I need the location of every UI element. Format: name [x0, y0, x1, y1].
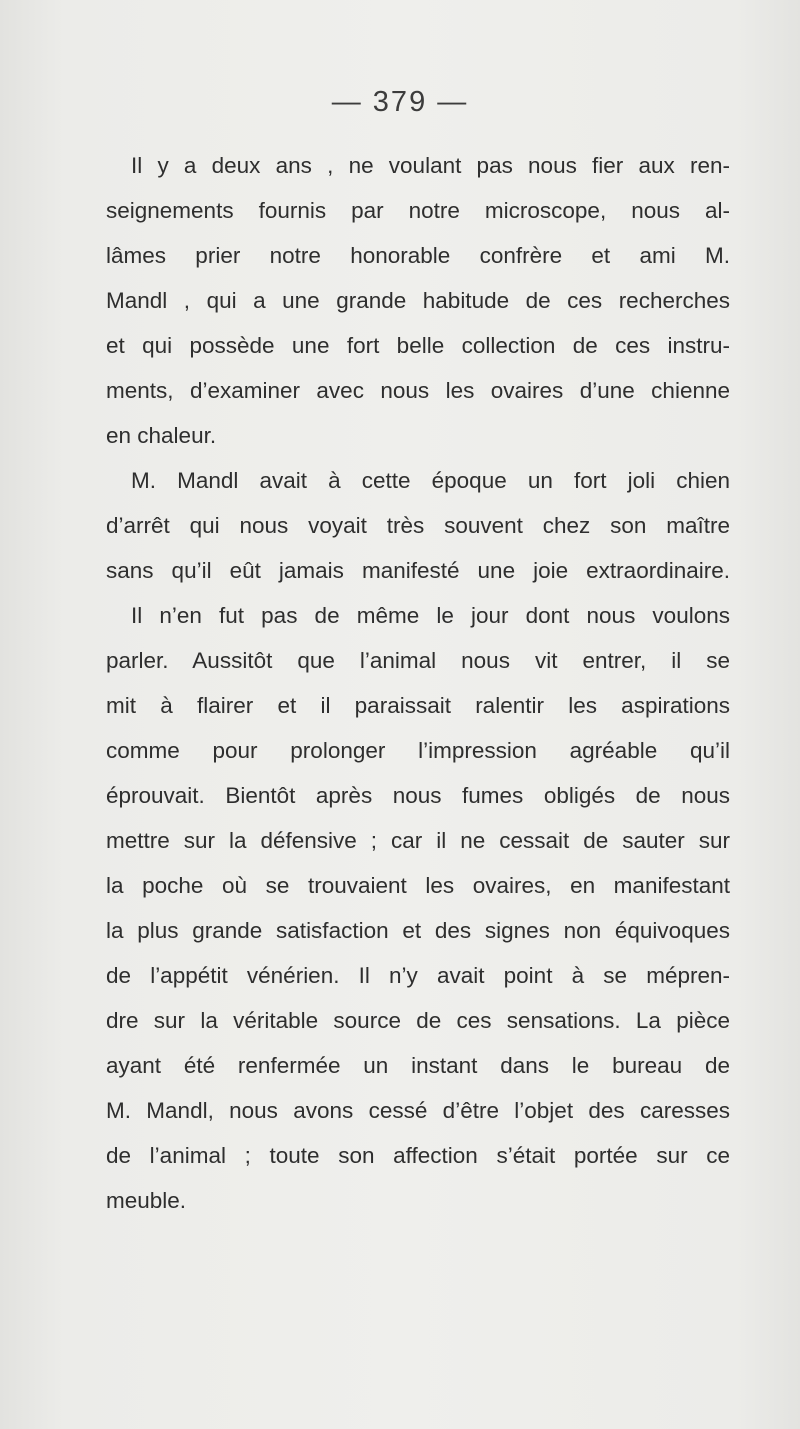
text-line: mit à flairer et il paraissait ralentir les aspirations [106, 693, 730, 718]
paragraph [106, 458, 730, 1223]
text-line: Mandl , qui a une grande habitude de ces recherches [106, 288, 730, 313]
text-line: de l’animal ; toute son affection s’était portée sur ce [106, 1143, 730, 1168]
text-line: parler. Aussitôt que l’animal nous vit entrer, il se [106, 648, 730, 673]
text-line: meuble. [106, 1188, 187, 1213]
text-line: et qui possède une fort belle collection de ces instru- [106, 333, 730, 358]
text-line: ayant été renfermée un instant dans le bureau de [106, 1053, 730, 1078]
paragraph [106, 143, 730, 458]
page-number: — 379 — [331, 86, 469, 118]
text-line: la plus grande satisfaction et des signes non équivoques [106, 918, 730, 943]
text-line: éprouvait. Bientôt après nous fumes obligés de nous [106, 783, 730, 808]
text-line: en chaleur. [106, 423, 217, 448]
body-text [106, 143, 730, 1223]
text-line: de l’appétit vénérien. Il n’y avait point à se mépren- [106, 963, 730, 988]
text-line: comme pour prolonger l’impression agréable qu’il [106, 738, 730, 763]
text-line: Il n’en fut pas de même le jour dont nous voulons [131, 603, 730, 628]
text-line: mettre sur la défensive ; car il ne cessait de sauter sur [106, 828, 730, 853]
text-line: seignements fournis par notre microscope, nous al- [106, 198, 730, 223]
text-line: sans qu’il eût jamais manifesté une joie extraordinaire. [106, 558, 730, 583]
text-line: dre sur la véritable source de ces sensations. La pièce [106, 1008, 730, 1033]
text-line: ments, d’examiner avec nous les ovaires d’une chienne [106, 378, 730, 403]
text-line: la poche où se trouvaient les ovaires, en manifestant [106, 873, 730, 898]
text-line: M. Mandl, nous avons cessé d’être l’objet des caresses [106, 1098, 730, 1123]
text-line: Il y a deux ans , ne voulant pas nous fier aux ren- [131, 153, 730, 178]
text-line: M. Mandl avait à cette époque un fort joli chien [131, 468, 730, 493]
text-line: lâmes prier notre honorable confrère et ami M. [106, 243, 730, 268]
text-line: d’arrêt qui nous voyait très souvent chez son maître [106, 513, 730, 538]
